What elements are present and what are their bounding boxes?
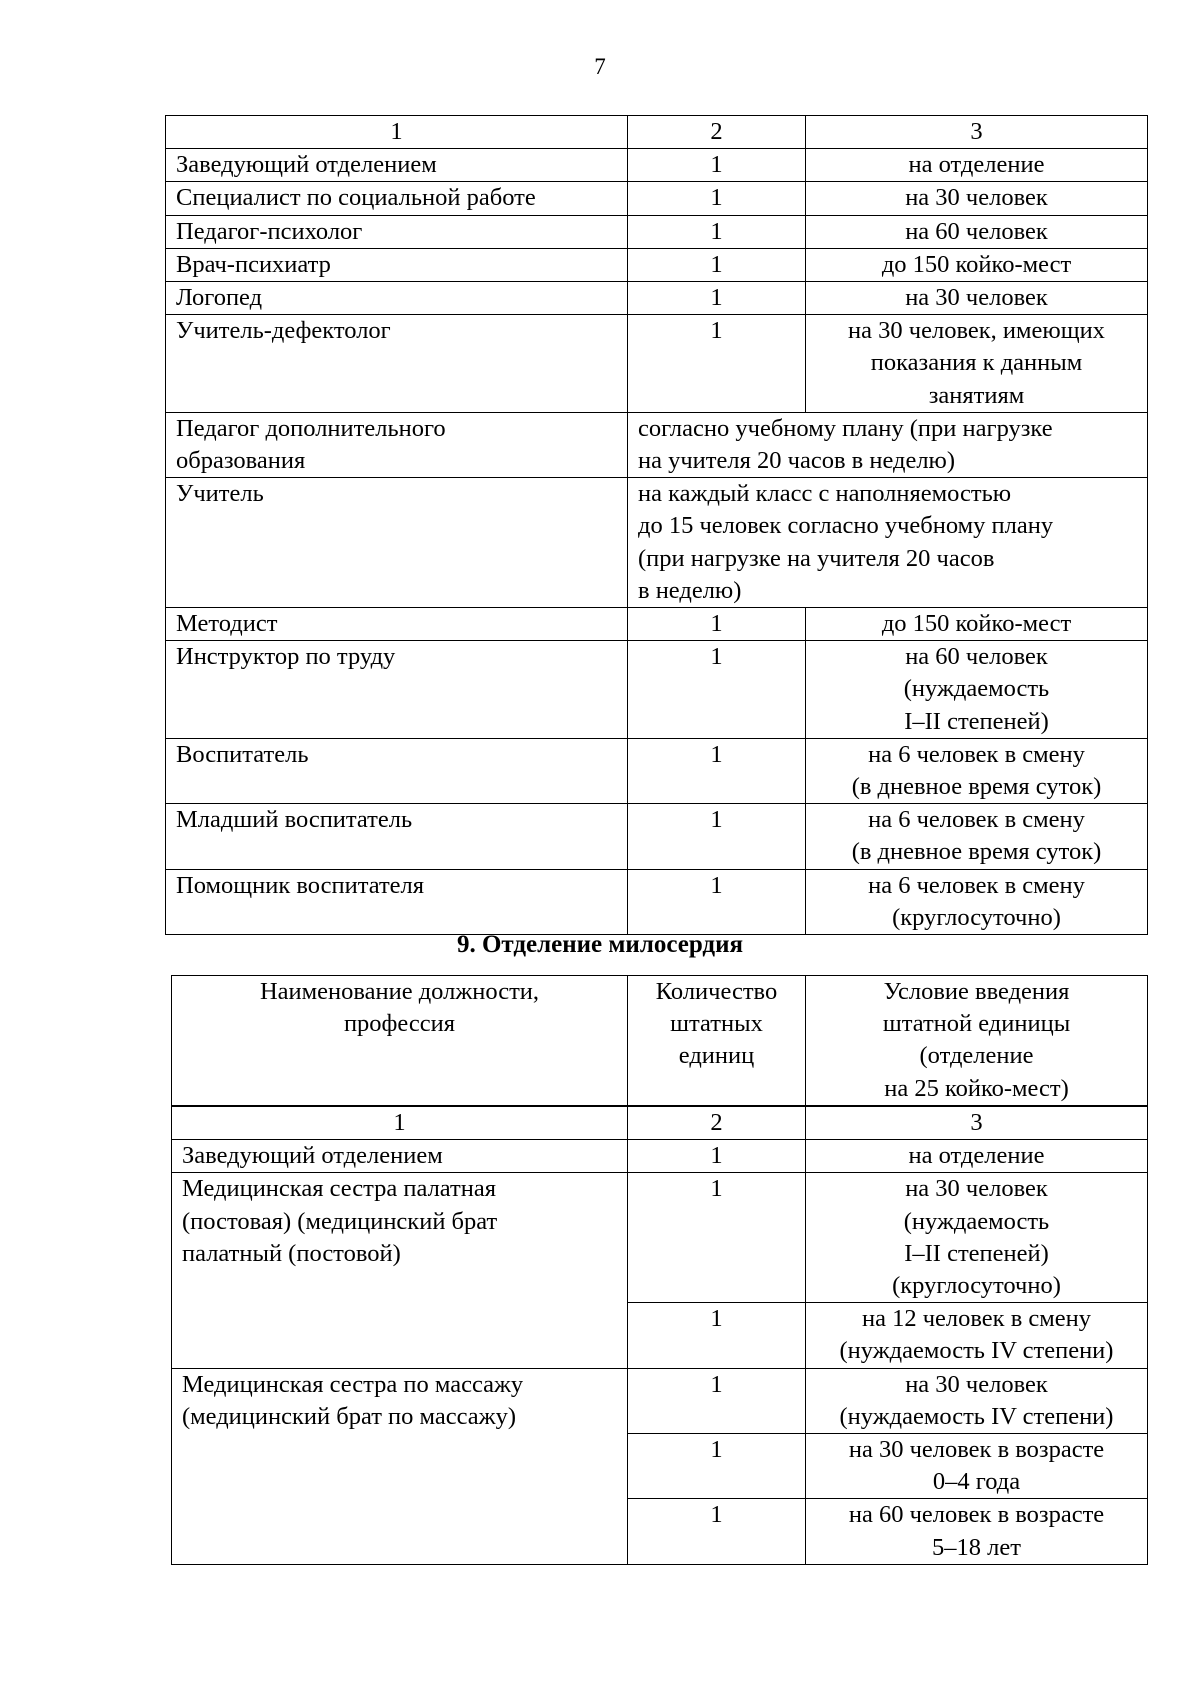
table-row xyxy=(166,804,1148,869)
condition-cell: на 30 человек (нуждаемость IV степени) xyxy=(806,1368,1148,1433)
position-cell: Учитель xyxy=(166,478,628,608)
table-row xyxy=(172,1173,1148,1303)
table-row xyxy=(166,149,1148,182)
count-cell: 1 xyxy=(628,1173,806,1303)
staff-table-body xyxy=(166,116,1148,935)
mercy-table-header xyxy=(171,975,1148,1106)
position-cell: Методист xyxy=(166,608,628,641)
table-row xyxy=(166,248,1148,281)
condition-cell: на 6 человек в смену (в дневное время суток) xyxy=(806,738,1148,803)
header-condition: Условие введения штатной единицы (отделение на 25 койко-мест) xyxy=(806,976,1148,1106)
position-cell: Логопед xyxy=(166,282,628,315)
position-cell: Заведующий отделением xyxy=(166,149,628,182)
condition-cell: на 30 человек xyxy=(806,282,1148,315)
table-row xyxy=(166,608,1148,641)
count-cell: 1 xyxy=(628,215,806,248)
column-number-3: 3 xyxy=(806,116,1148,149)
condition-cell: на 30 человек xyxy=(806,182,1148,215)
position-cell: Помощник воспитателя xyxy=(166,869,628,934)
table-row xyxy=(166,182,1148,215)
table-row xyxy=(166,282,1148,315)
count-cell: 1 xyxy=(628,149,806,182)
column-number-1: 1 xyxy=(166,116,628,149)
count-cell: 1 xyxy=(628,1140,806,1173)
position-cell: Специалист по социальной работе xyxy=(166,182,628,215)
table-row xyxy=(166,738,1148,803)
count-cell: 1 xyxy=(628,1303,806,1368)
merged-condition-cell: согласно учебному плану (при нагрузке на учителя 20 часов в неделю) xyxy=(628,412,1148,477)
table-row xyxy=(172,1368,1148,1433)
mercy-header-row xyxy=(172,976,1148,1106)
column-number-1: 1 xyxy=(172,1107,628,1140)
table-row xyxy=(166,641,1148,739)
condition-cell: на 60 человек (нуждаемость I–II степеней) xyxy=(806,641,1148,739)
count-cell: 1 xyxy=(628,608,806,641)
column-number-2: 2 xyxy=(628,116,806,149)
condition-cell: на 6 человек в смену (в дневное время суток) xyxy=(806,804,1148,869)
table-row xyxy=(166,869,1148,934)
merged-condition-cell: на каждый класс с наполняемостью до 15 человек согласно учебному плану (при нагрузке на учителя 20 часов в неделю) xyxy=(628,478,1148,608)
column-number-row xyxy=(172,1107,1148,1140)
condition-cell: на 60 человек xyxy=(806,215,1148,248)
count-cell: 1 xyxy=(628,1368,806,1433)
count-cell: 1 xyxy=(628,248,806,281)
section-title: 9. Отделение милосердия xyxy=(456,931,744,958)
condition-cell: на 30 человек, имеющих показания к данным занятиям xyxy=(806,315,1148,413)
page-number: 7 xyxy=(594,54,606,79)
table-row xyxy=(166,315,1148,413)
condition-cell: до 150 койко-мест xyxy=(806,248,1148,281)
position-cell: Педагог-психолог xyxy=(166,215,628,248)
condition-cell: на 30 человек в возрасте 0–4 года xyxy=(806,1434,1148,1499)
position-cell: Младший воспитатель xyxy=(166,804,628,869)
condition-cell: на 60 человек в возрасте 5–18 лет xyxy=(806,1499,1148,1564)
count-cell: 1 xyxy=(628,282,806,315)
count-cell: 1 xyxy=(628,182,806,215)
table-row xyxy=(172,1140,1148,1173)
header-count: Количество штатных единиц xyxy=(628,976,806,1106)
table-row xyxy=(166,215,1148,248)
column-number-row xyxy=(166,116,1148,149)
count-cell: 1 xyxy=(628,804,806,869)
condition-cell: до 150 койко-мест xyxy=(806,608,1148,641)
table-row xyxy=(166,412,1148,477)
header-position: Наименование должности, профессия xyxy=(172,976,628,1106)
position-cell: Медицинская сестра по массажу (медицинский брат по массажу) xyxy=(172,1368,628,1564)
position-cell: Врач-психиатр xyxy=(166,248,628,281)
condition-cell: на 30 человек (нуждаемость I–II степеней) (круглосуточно) xyxy=(806,1173,1148,1303)
table-row xyxy=(166,478,1148,608)
condition-cell: на 6 человек в смену (круглосуточно) xyxy=(806,869,1148,934)
condition-cell: на отделение xyxy=(806,1140,1148,1173)
count-cell: 1 xyxy=(628,1499,806,1564)
column-number-3: 3 xyxy=(806,1107,1148,1140)
position-cell: Медицинская сестра палатная (постовая) (медицинский брат палатный (постовой) xyxy=(172,1173,628,1368)
count-cell: 1 xyxy=(628,315,806,413)
position-cell: Заведующий отделением xyxy=(172,1140,628,1173)
condition-cell: на отделение xyxy=(806,149,1148,182)
column-number-2: 2 xyxy=(628,1107,806,1140)
condition-cell: на 12 человек в смену (нуждаемость IV степени) xyxy=(806,1303,1148,1368)
position-cell: Инструктор по труду xyxy=(166,641,628,739)
position-cell: Учитель-дефектолог xyxy=(166,315,628,413)
mercy-table xyxy=(171,1106,1148,1565)
position-cell: Педагог дополнительного образования xyxy=(166,412,628,477)
count-cell: 1 xyxy=(628,1434,806,1499)
count-cell: 1 xyxy=(628,738,806,803)
count-cell: 1 xyxy=(628,869,806,934)
count-cell: 1 xyxy=(628,641,806,739)
position-cell: Воспитатель xyxy=(166,738,628,803)
staff-table-continued xyxy=(165,115,1148,935)
